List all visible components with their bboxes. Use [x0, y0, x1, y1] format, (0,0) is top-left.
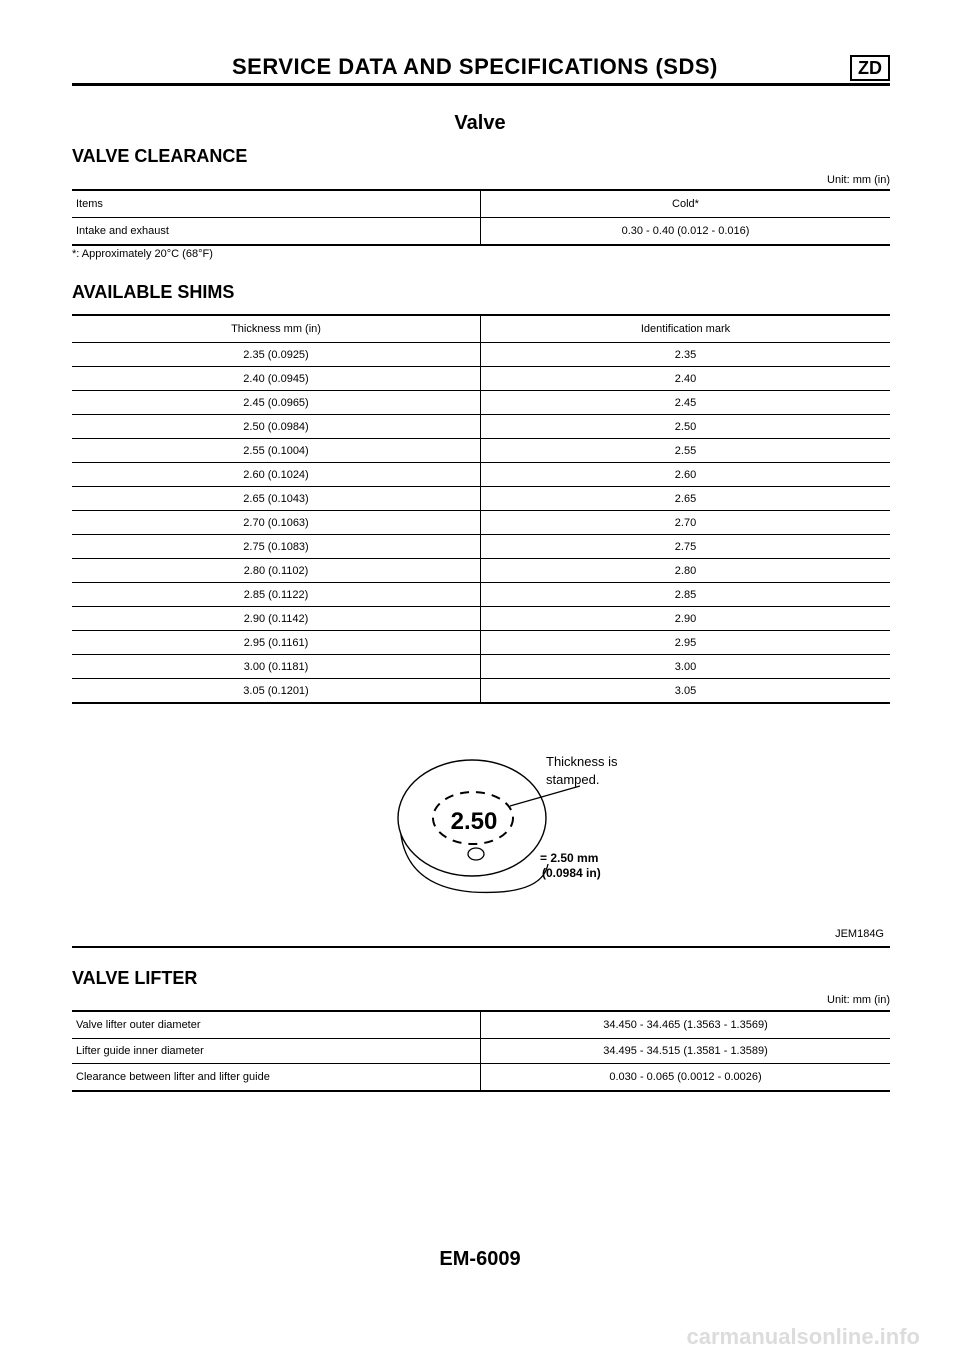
row-label: Valve lifter outer diameter — [72, 1011, 481, 1039]
table-row — [72, 367, 890, 391]
table-row — [72, 439, 890, 463]
shim-thickness: 3.00 (0.1181) — [72, 655, 481, 679]
shim-mark: 2.95 — [481, 631, 891, 655]
table-row — [72, 655, 890, 679]
header-title: SERVICE DATA AND SPECIFICATIONS (SDS) — [232, 54, 718, 79]
figure-code: JEM184G — [835, 928, 884, 940]
shim-thickness: 2.65 (0.1043) — [72, 487, 481, 511]
footnote: *: Approximately 20°C (68°F) — [72, 248, 213, 260]
table-row — [72, 463, 890, 487]
table-row — [72, 679, 890, 704]
table-row — [72, 607, 890, 631]
table-row — [72, 511, 890, 535]
shim-mark: 2.45 — [481, 391, 891, 415]
shim-mark: 2.50 — [481, 415, 891, 439]
table-header-row — [72, 315, 890, 343]
shim-thickness: 2.95 (0.1161) — [72, 631, 481, 655]
shim-mark: 3.00 — [481, 655, 891, 679]
unit-label-valve-clearance: Unit: mm (in) — [827, 174, 890, 186]
header-cell-identification-mark: Identification mark — [481, 315, 891, 343]
shim-mark: 2.35 — [481, 343, 891, 367]
shim-mark: 2.40 — [481, 367, 891, 391]
row-value: 0.30 - 0.40 (0.012 - 0.016) — [481, 218, 891, 246]
shim-mark: 2.80 — [481, 559, 891, 583]
shim-stamped-mark: 2.50 — [450, 808, 498, 835]
row-value: 34.450 - 34.465 (1.3563 - 1.3569) — [481, 1011, 891, 1039]
valve-clearance-table — [72, 189, 890, 246]
table-row — [72, 1064, 890, 1092]
shim-thickness: 2.45 (0.0965) — [72, 391, 481, 415]
table-row — [72, 487, 890, 511]
section-title-available-shims: AVAILABLE SHIMS — [72, 282, 235, 302]
table-row — [72, 415, 890, 439]
shim-thickness: 2.80 (0.1102) — [72, 559, 481, 583]
shim-thickness: 2.85 (0.1122) — [72, 583, 481, 607]
shim-mark: 2.70 — [481, 511, 891, 535]
shim-mark: 2.75 — [481, 535, 891, 559]
row-label: Intake and exhaust — [72, 218, 481, 246]
table-row — [72, 1011, 890, 1039]
shim-mark: 2.60 — [481, 463, 891, 487]
dimension-line-1: = 2.50 mm — [540, 851, 599, 865]
unit-label-valve-lifter: Unit: mm (in) — [827, 994, 890, 1006]
shim-mark: 2.90 — [481, 607, 891, 631]
shim-thickness: 2.60 (0.1024) — [72, 463, 481, 487]
row-label: Lifter guide inner diameter — [72, 1039, 481, 1064]
table-row — [72, 391, 890, 415]
shim-mark: 3.05 — [481, 679, 891, 704]
shim-mark: 2.55 — [481, 439, 891, 463]
header-cell-cold: Cold* — [481, 190, 891, 218]
shim-figure — [72, 714, 890, 948]
table-header-row — [72, 190, 890, 218]
engine-code-badge: ZD — [850, 55, 890, 81]
page-title: Valve — [454, 112, 506, 134]
shim-mark: 2.65 — [481, 487, 891, 511]
dimension-line-2: (0.0984 in) — [542, 866, 601, 880]
section-title-valve-lifter: VALVE LIFTER — [72, 968, 198, 988]
available-shims-table — [72, 314, 890, 704]
table-row — [72, 583, 890, 607]
page-header — [72, 52, 890, 86]
shim-thickness: 3.05 (0.1201) — [72, 679, 481, 704]
shim-thickness: 2.90 (0.1142) — [72, 607, 481, 631]
shim-thickness: 2.35 (0.0925) — [72, 343, 481, 367]
shim-thickness: 2.50 (0.0984) — [72, 415, 481, 439]
shim-mark: 2.85 — [481, 583, 891, 607]
header-cell-items: Items — [72, 190, 481, 218]
header-cell-thickness: Thickness mm (in) — [72, 315, 481, 343]
shim-thickness: 2.40 (0.0945) — [72, 367, 481, 391]
shim-thickness: 2.70 (0.1063) — [72, 511, 481, 535]
table-row — [72, 631, 890, 655]
callout-line-1: Thickness is — [546, 754, 618, 769]
section-title-valve-clearance: VALVE CLEARANCE — [72, 146, 248, 166]
table-row — [72, 535, 890, 559]
row-label: Clearance between lifter and lifter guide — [72, 1064, 481, 1092]
header-rule — [72, 83, 890, 86]
row-value: 0.030 - 0.065 (0.0012 - 0.0026) — [481, 1064, 891, 1092]
table-row — [72, 218, 890, 246]
shim-thickness: 2.75 (0.1083) — [72, 535, 481, 559]
page-number: EM-6009 — [439, 1248, 521, 1270]
table-row — [72, 1039, 890, 1064]
table-row — [72, 559, 890, 583]
valve-lifter-table — [72, 1010, 890, 1092]
shim-thickness: 2.55 (0.1004) — [72, 439, 481, 463]
watermark: carmanualsonline.info — [686, 1324, 920, 1349]
row-value: 34.495 - 34.515 (1.3581 - 1.3589) — [481, 1039, 891, 1064]
table-row — [72, 343, 890, 367]
shim-illustration — [72, 714, 890, 946]
callout-line-2: stamped. — [546, 772, 600, 787]
